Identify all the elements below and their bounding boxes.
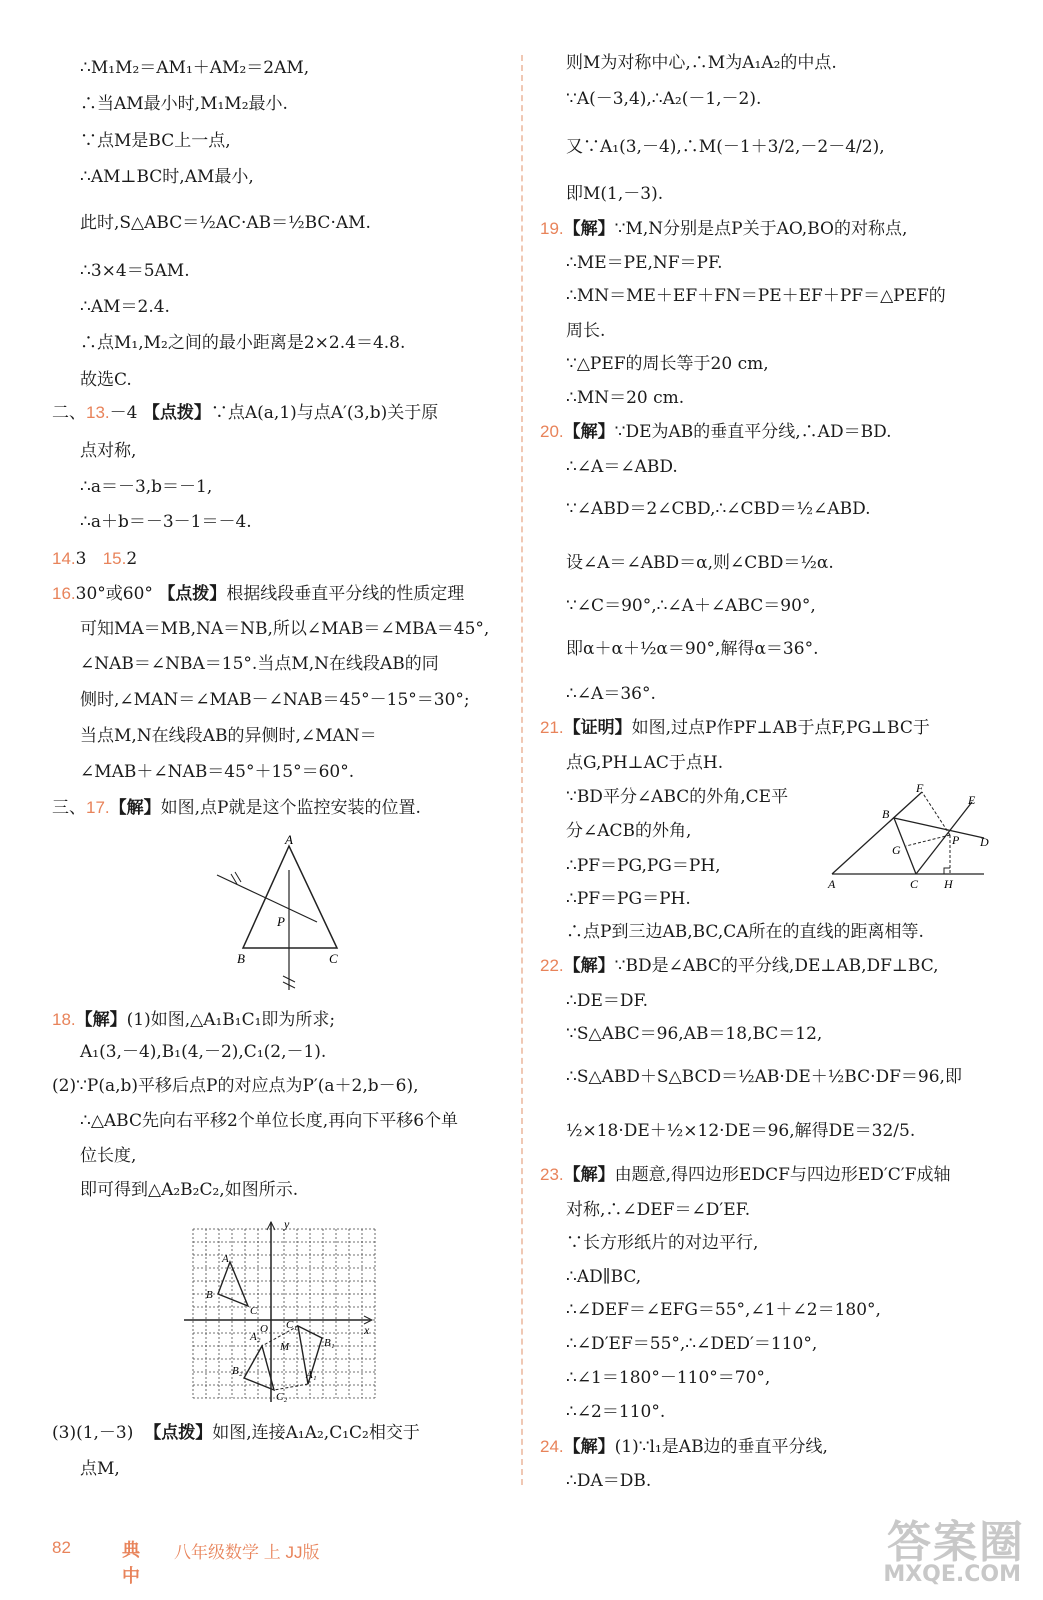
text-line: 对称,∴∠DEF＝∠D′EF. [566,1200,751,1220]
question-21-line [540,717,930,739]
text-line: ∴MN＝ME＋EF＋FN＝PE＋EF＋PF＝△PEF的 [566,286,946,306]
vertex-label: C [329,951,338,966]
section-marker: 二、 [52,403,86,423]
text-line: 可知MA＝MB,NA＝NB,所以∠MAB＝∠MBA＝45°, [80,619,490,639]
text-line: 由题意,得四边形EDCF与四边形ED′C′F成轴 [614,1165,951,1185]
text-line: ∵BD是∠ABC的平分线,DE⊥AB,DF⊥BC, [614,956,939,976]
point-label: C [250,1305,258,1317]
solution-tag: 【解】 [109,798,161,818]
proof-tag: 【证明】 [563,718,632,738]
text-line: ∠NAB＝∠NBA＝15°.当点M,N在线段AB的同 [80,654,439,674]
watermark-logo: 答案圈 [887,1517,1025,1568]
watermark-url: MXQE.COM [883,1562,1021,1587]
text-line: ∴点M₁,M₂之间的最小距离是2×2.4＝4.8. [80,333,406,353]
point-label: A [222,1253,229,1265]
text-line: ∵BD平分∠ABC的外角,CE平 [566,787,789,807]
point-label: D [980,835,989,849]
question-24-line [540,1436,828,1458]
text-line: 侧时,∠MAN＝∠MAB－∠NAB＝45°－15°＝30°; [80,690,470,710]
question-20-line [540,421,892,443]
text-line: ∴M₁M₂＝AM₁＋AM₂＝2AM, [80,58,310,78]
text-line: (1)∵l₁是AB边的垂直平分线, [614,1437,828,1457]
point-label: B [882,807,890,821]
text-line: 分∠ACB的外角, [566,821,692,841]
question-number: 18. [52,1010,76,1029]
point-label: A₂ [250,1331,261,1343]
question-number: 22. [540,956,564,975]
text-line: 设∠A＝∠ABD＝α,则∠CBD＝½α. [566,553,834,573]
text-line: 点对称, [80,441,137,461]
question-23-line [540,1164,950,1186]
text-line: ∴点P到三边AB,BC,CA所在的直线的距离相等. [566,922,924,942]
text-line: ∴DE＝DF. [566,991,649,1011]
text-line: 位长度, [80,1146,137,1166]
answer: (3)(1,－3) [52,1423,134,1443]
axis-label: y [284,1218,290,1231]
text-line: ∴∠DEF＝∠EFG＝55°,∠1＋∠2＝180°, [566,1300,881,1320]
point-label: P [952,833,960,847]
answer: －4 [109,403,138,423]
question-number: 24. [540,1437,564,1456]
point-label: B₂ [232,1365,243,1377]
text-line: ∴S△ABD＋S△BCD＝½AB·DE＋½BC·DF＝96,即 [566,1067,962,1087]
solution-tag: 【解】 [563,422,615,442]
text-line: ∴PF＝PG,PG＝PH, [566,856,721,876]
text-line: ∠MAB＋∠NAB＝45°＋15°＝60°. [80,762,355,782]
question-19-line [540,218,907,240]
section-marker: 三、 [52,798,86,818]
question-18-line [52,1009,335,1031]
figure-18-grid [180,1218,380,1408]
text-line: ∴a＝－3,b＝－1, [80,477,213,497]
point-label: A₁ [306,1369,317,1381]
text-line: ∴MN＝20 cm. [566,388,685,408]
text-line: ∵S△ABC＝96,AB＝18,BC＝12, [566,1024,823,1044]
text-line: 故选C. [80,370,132,390]
text-line: ∴∠A＝∠ABD. [566,457,678,477]
point-label: B [206,1289,213,1301]
point-label: C₂ [276,1391,288,1403]
question-number: 23. [540,1165,564,1184]
figure-21-triangle [822,782,992,894]
point-label: G [892,843,901,857]
watermark [883,1506,1025,1587]
figure-17-triangle [205,830,355,990]
text-line: ∵△PEF的周长等于20 cm, [566,354,769,374]
section-two-line [52,402,438,424]
text-line: ∴AM＝2.4. [80,297,170,317]
point-label: B₁ [324,1337,335,1349]
vertex-label: P [277,914,285,929]
question-number: 17. [86,798,110,817]
text-line: ∴∠1＝180°－110°＝70°, [566,1368,771,1388]
text-line: ∵DE为AB的垂直平分线,∴AD＝BD. [614,422,892,442]
text-line: ∵点A(a,1)与点A′(3,b)关于原 [210,403,439,423]
text-line: 即可得到△A₂B₂C₂,如图所示. [80,1180,299,1200]
question-18-part3 [52,1422,420,1444]
text-line: ∵点M是BC上一点, [80,131,231,151]
solution-tag: 【解】 [563,1437,615,1457]
point-label: M [280,1341,290,1353]
question-number: 13. [86,403,110,422]
answer: 3 [75,549,87,569]
text-line: 点G,PH⊥AC于点H. [566,753,724,773]
column-divider [521,55,523,1485]
text-line: 当点M,N在线段AB的异侧时,∠MAN＝ [80,726,377,746]
solution-tag: 【解】 [75,1010,127,1030]
vertex-label: B [237,951,245,966]
text-line: 则M为对称中心,∴M为A₁A₂的中点. [566,53,837,73]
question-number: 21. [540,718,564,737]
text-line: ½×18·DE＋½×12·DE＝96,解得DE＝32/5. [566,1121,916,1141]
text-line: ∴DA＝DB. [566,1471,652,1491]
point-label: C [910,877,919,891]
text-line: ∵∠C＝90°,∴∠A＋∠ABC＝90°, [566,596,816,616]
text-line: A₁(3,－4),B₁(4,－2),C₁(2,－1). [80,1042,327,1062]
vertex-label: A [285,832,293,847]
point-label: F [916,782,924,795]
hint-tag: 【点拨】 [142,403,211,423]
answers-14-15 [52,548,137,570]
text-line: 如图,过点P作PF⊥AB于点F,PG⊥BC于 [631,718,930,738]
point-label: H [944,877,953,891]
hint-tag: 【点拨】 [144,1423,213,1443]
text-line: ∴△ABC先向右平移2个单位长度,再向下平移6个单 [80,1111,459,1131]
point-label: A [828,877,836,891]
answer: 2 [126,549,138,569]
question-number: 15. [102,549,127,568]
text-line: ∴3×4＝5AM. [80,261,190,281]
point-label: E [968,793,976,807]
answer: 30°或60° [75,584,153,604]
text-line: ∴PF＝PG＝PH. [566,889,691,909]
text-line: ∵A(－3,4),∴A₂(－1,－2). [566,89,762,109]
text-line: 又∵A₁(3,－4),∴M(－1＋3/2,－2－4/2), [566,137,885,157]
text-line: ∴AM⊥BC时,AM最小, [80,167,254,187]
text-line: 根据线段垂直平分线的性质定理 [226,584,465,604]
book-title: 八年级数学 上 JJ版 [174,1543,320,1562]
text-line: 即α＋α＋½α＝90°,解得α＝36°. [566,639,819,659]
origin-label: O [260,1323,268,1335]
text-line: ∵∠ABD＝2∠CBD,∴∠CBD＝½∠ABD. [566,499,871,519]
question-number: 19. [540,219,564,238]
text-line: ∴a＋b＝－3－1＝－4. [80,512,252,532]
text-line: 此时,S△ABC＝½AC·AB＝½BC·AM. [80,213,371,233]
question-22-line [540,955,939,977]
hint-tag: 【点拨】 [158,584,227,604]
text-line: ∴当AM最小时,M₁M₂最小. [80,94,288,114]
question-16-line [52,583,464,605]
text-line: 即M(1,－3). [566,184,664,204]
text-line: 点M, [80,1459,120,1479]
question-number: 20. [540,422,564,441]
text-line: (2)∵P(a,b)平移后点P的对应点为P′(a＋2,b－6), [52,1076,419,1096]
text-line: ∵M,N分别是点P关于AO,BO的对称点, [614,219,908,239]
question-17-line [52,797,421,819]
text-line: ∵长方形纸片的对边平行, [566,1233,759,1253]
axis-label: x [364,1323,370,1337]
text-line: 如图,连接A₁A₂,C₁C₂相交于 [212,1423,420,1443]
question-number: 16. [52,584,76,603]
point-label: C₁ [286,1319,298,1331]
solution-tag: 【解】 [563,219,615,239]
solution-tag: 【解】 [563,1165,615,1185]
text-line: ∴∠2＝110°. [566,1402,666,1422]
solution-tag: 【解】 [563,956,615,976]
text-line: 如图,点P就是这个监控安装的位置. [160,798,421,818]
text-line: 周长. [566,321,606,341]
brand-logo: 典中 [122,1540,140,1586]
text-line: ∴AD∥BC, [566,1267,642,1287]
text-line: (1)如图,△A₁B₁C₁即为所求; [126,1010,336,1030]
text-line: ∴ME＝PE,NF＝PF. [566,253,723,273]
text-line: ∴∠A＝36°. [566,684,656,704]
text-line: ∴∠D′EF＝55°,∴∠DED′＝110°, [566,1334,818,1354]
page-number: 82 [52,1538,71,1557]
question-number: 14. [52,549,76,568]
